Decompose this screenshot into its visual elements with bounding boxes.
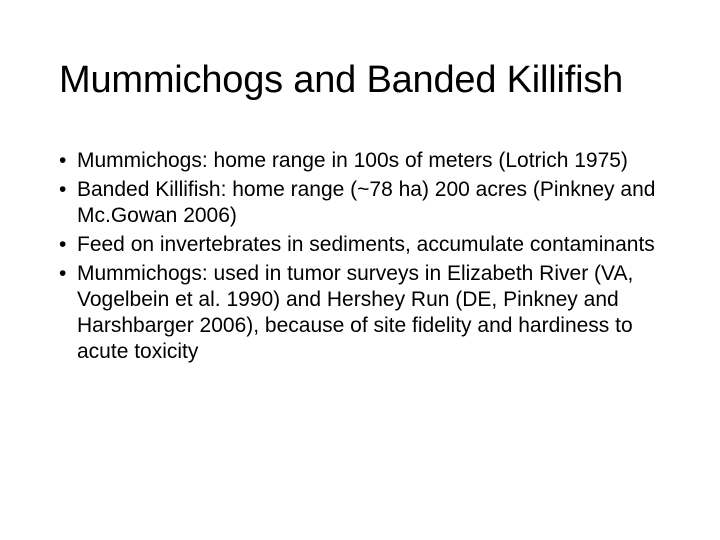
bullet-item [59,177,669,229]
bullet-text: Mummichogs: home range in 100s of meters (Lotrich 1975) [77,149,628,172]
bullet-marker: • [59,178,67,201]
bullet-text: Banded Killifish: home range (~78 ha) 200 acres (Pinkney and Mc.Gowan 2006) [77,178,656,227]
bullet-list [59,148,669,368]
slide-title: Mummichogs and Banded Killifish [59,59,624,101]
bullet-text: Feed on invertebrates in sediments, accumulate contaminants [77,233,655,256]
bullet-marker: • [59,262,67,285]
bullet-item [59,232,669,258]
bullet-marker: • [59,149,67,172]
bullet-text: Mummichogs: used in tumor surveys in Elizabeth River (VA, Vogelbein et al. 1990) and Hershey Run (DE, Pinkney and Harshbarger 2006), because of site fidelity and hardiness to acute toxicity [77,262,634,363]
bullet-marker: • [59,233,67,256]
bullet-item [59,261,669,365]
bullet-item [59,148,669,174]
